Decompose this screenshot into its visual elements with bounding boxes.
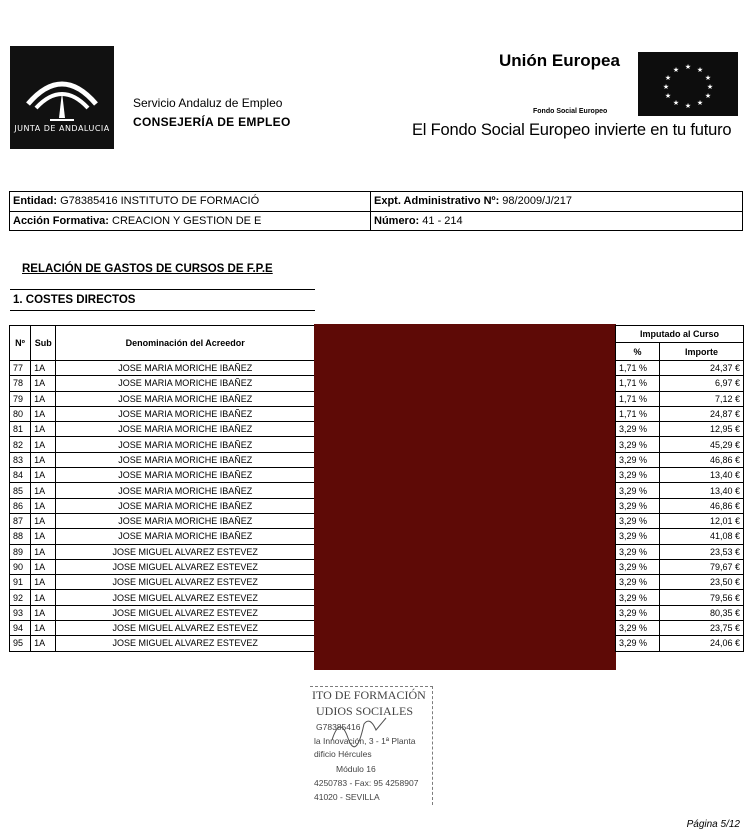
table-row [616, 406, 744, 421]
row-number: 91 [10, 575, 31, 590]
row-sub: 1A [31, 559, 56, 574]
row-importe: 6,97 € [660, 376, 744, 391]
table-row [616, 483, 744, 498]
row-number: 83 [10, 452, 31, 467]
entidad-row [10, 192, 370, 211]
entity-stamp [312, 688, 434, 810]
row-importe: 23,75 € [660, 621, 744, 636]
row-sub: 1A [31, 605, 56, 620]
row-pct: 3,29 % [616, 605, 660, 620]
row-pct: 3,29 % [616, 590, 660, 605]
row-pct: 3,29 % [616, 636, 660, 651]
fondo-social-europeo-small: Fondo Social Europeo [533, 108, 608, 115]
svg-text:★: ★ [684, 63, 692, 71]
row-pct: 3,29 % [616, 575, 660, 590]
row-pct: 3,29 % [616, 544, 660, 559]
row-importe: 13,40 € [660, 483, 744, 498]
row-pct: 3,29 % [616, 498, 660, 513]
row-number: 77 [10, 361, 31, 376]
row-number: 93 [10, 605, 31, 620]
table-row [10, 590, 315, 605]
accion-value: CREACION Y GESTION DE E [112, 215, 262, 227]
table-row [616, 361, 744, 376]
consejeria-text: CONSEJERÍA DE EMPLEO [133, 115, 291, 129]
junta-andalucia-logo [10, 46, 114, 149]
row-pct: 1,71 % [616, 361, 660, 376]
table-row [10, 575, 315, 590]
row-number: 86 [10, 498, 31, 513]
row-sub: 1A [31, 391, 56, 406]
row-pct: 3,29 % [616, 468, 660, 483]
stamp-line-4: la Innovación, 3 - 1ª Planta [314, 736, 416, 746]
row-importe: 12,01 € [660, 513, 744, 528]
row-sub: 1A [31, 422, 56, 437]
row-acreedor: JOSE MARIA MORICHE IBAÑEZ [56, 498, 315, 513]
row-importe: 46,86 € [660, 452, 744, 467]
col-importe-header: Importe [660, 343, 744, 361]
row-number: 80 [10, 406, 31, 421]
table-row [616, 529, 744, 544]
row-pct: 3,29 % [616, 452, 660, 467]
section-title: 1. COSTES DIRECTOS [10, 289, 315, 311]
row-sub: 1A [31, 406, 56, 421]
row-acreedor: JOSE MARIA MORICHE IBAÑEZ [56, 422, 315, 437]
row-acreedor: JOSE MIGUEL ALVAREZ ESTEVEZ [56, 559, 315, 574]
row-pct: 3,29 % [616, 422, 660, 437]
table-row [616, 468, 744, 483]
svg-text:★: ★ [684, 102, 692, 110]
table-row [10, 559, 315, 574]
entidad-value: G78385416 INSTITUTO DE FORMACIÓ [60, 195, 260, 207]
col-imputado-header: Imputado al Curso [616, 326, 744, 343]
row-importe: 45,29 € [660, 437, 744, 452]
table-row [10, 422, 315, 437]
row-number: 78 [10, 376, 31, 391]
svg-text:★: ★ [696, 99, 704, 107]
table-row [616, 621, 744, 636]
row-number: 84 [10, 468, 31, 483]
table-row [616, 544, 744, 559]
accion-row [10, 211, 370, 231]
row-acreedor: JOSE MIGUEL ALVAREZ ESTEVEZ [56, 575, 315, 590]
row-importe: 24,87 € [660, 406, 744, 421]
row-pct: 3,29 % [616, 513, 660, 528]
expt-row [371, 192, 742, 211]
acreedores-table [9, 325, 315, 652]
row-number: 87 [10, 513, 31, 528]
row-sub: 1A [31, 361, 56, 376]
table-row [10, 621, 315, 636]
row-number: 79 [10, 391, 31, 406]
col-pct-header: % [616, 343, 660, 361]
table-row [616, 498, 744, 513]
table-row [10, 361, 315, 376]
table-row [10, 452, 315, 467]
row-pct: 1,71 % [616, 391, 660, 406]
stamp-line-1: ITO DE FORMACIÓN [312, 688, 426, 702]
row-acreedor: JOSE MARIA MORICHE IBAÑEZ [56, 513, 315, 528]
row-acreedor: JOSE MARIA MORICHE IBAÑEZ [56, 391, 315, 406]
row-importe: 7,12 € [660, 391, 744, 406]
expt-label: Expt. Administrativo Nº: [374, 195, 500, 207]
row-number: 90 [10, 559, 31, 574]
row-sub: 1A [31, 498, 56, 513]
table-row [616, 437, 744, 452]
signature-scribble [330, 710, 390, 750]
row-sub: 1A [31, 529, 56, 544]
union-europea-title: Unión Europea [499, 51, 620, 70]
row-sub: 1A [31, 376, 56, 391]
row-acreedor: JOSE MARIA MORICHE IBAÑEZ [56, 452, 315, 467]
row-number: 92 [10, 590, 31, 605]
row-acreedor: JOSE MARIA MORICHE IBAÑEZ [56, 406, 315, 421]
imputado-table [615, 325, 744, 652]
table-row [10, 406, 315, 421]
table-row [616, 452, 744, 467]
row-sub: 1A [31, 621, 56, 636]
table-row [616, 636, 744, 651]
row-pct: 3,29 % [616, 559, 660, 574]
row-sub: 1A [31, 590, 56, 605]
row-importe: 12,95 € [660, 422, 744, 437]
table-row [10, 376, 315, 391]
row-acreedor: JOSE MARIA MORICHE IBAÑEZ [56, 361, 315, 376]
row-importe: 41,08 € [660, 529, 744, 544]
table-row [616, 513, 744, 528]
stamp-line-2: UDIOS SOCIALES [316, 704, 414, 718]
table-row [616, 575, 744, 590]
row-importe: 79,67 € [660, 559, 744, 574]
row-sub: 1A [31, 636, 56, 651]
fse-slogan: El Fondo Social Europeo invierte en tu futuro [412, 121, 732, 139]
eu-flag-icon [638, 52, 738, 116]
row-number: 82 [10, 437, 31, 452]
row-importe: 24,37 € [660, 361, 744, 376]
row-pct: 3,29 % [616, 437, 660, 452]
row-acreedor: JOSE MIGUEL ALVAREZ ESTEVEZ [56, 636, 315, 651]
row-pct: 1,71 % [616, 376, 660, 391]
row-acreedor: JOSE MIGUEL ALVAREZ ESTEVEZ [56, 621, 315, 636]
row-number: 94 [10, 621, 31, 636]
row-acreedor: JOSE MARIA MORICHE IBAÑEZ [56, 468, 315, 483]
row-sub: 1A [31, 468, 56, 483]
row-number: 81 [10, 422, 31, 437]
svg-text:★: ★ [704, 92, 712, 100]
row-acreedor: JOSE MARIA MORICHE IBAÑEZ [56, 529, 315, 544]
row-sub: 1A [31, 513, 56, 528]
table-row [616, 590, 744, 605]
svg-text:★: ★ [662, 83, 670, 91]
row-acreedor: JOSE MIGUEL ALVAREZ ESTEVEZ [56, 544, 315, 559]
svg-text:★: ★ [672, 99, 680, 107]
col-acreedor-header: Denominación del Acreedor [56, 326, 315, 361]
row-importe: 13,40 € [660, 468, 744, 483]
row-sub: 1A [31, 544, 56, 559]
row-sub: 1A [31, 483, 56, 498]
servicio-andaluz-text: Servicio Andaluz de Empleo [133, 96, 283, 110]
table-row [10, 483, 315, 498]
page-number: Página 5/12 [686, 819, 740, 830]
row-acreedor: JOSE MARIA MORICHE IBAÑEZ [56, 376, 315, 391]
row-acreedor: JOSE MARIA MORICHE IBAÑEZ [56, 437, 315, 452]
row-importe: 46,86 € [660, 498, 744, 513]
row-pct: 1,71 % [616, 406, 660, 421]
expediente-box [370, 191, 743, 231]
numero-label: Número: [374, 215, 420, 227]
row-acreedor: JOSE MIGUEL ALVAREZ ESTEVEZ [56, 590, 315, 605]
table-row [10, 391, 315, 406]
svg-text:★: ★ [696, 66, 704, 74]
row-number: 85 [10, 483, 31, 498]
col-n-header: Nº [10, 326, 31, 361]
row-pct: 3,29 % [616, 529, 660, 544]
table-row [616, 391, 744, 406]
table-row [10, 605, 315, 620]
table-row [10, 437, 315, 452]
svg-text:★: ★ [706, 83, 714, 91]
table-row [10, 498, 315, 513]
table-row [10, 544, 315, 559]
row-acreedor: JOSE MARIA MORICHE IBAÑEZ [56, 483, 315, 498]
row-importe: 23,53 € [660, 544, 744, 559]
table-row [10, 513, 315, 528]
table-row [616, 605, 744, 620]
stamp-line-7: 4250783 - Fax: 95 4258907 [314, 778, 419, 788]
row-importe: 24,06 € [660, 636, 744, 651]
accion-label: Acción Formativa: [13, 215, 109, 227]
svg-text:★: ★ [664, 92, 672, 100]
table-row [10, 529, 315, 544]
entidad-label: Entidad: [13, 195, 57, 207]
row-sub: 1A [31, 437, 56, 452]
junta-logo-text: JUNTA DE ANDALUCIA [14, 124, 110, 133]
entidad-accion-box [9, 191, 371, 231]
row-pct: 3,29 % [616, 621, 660, 636]
row-sub: 1A [31, 575, 56, 590]
row-sub: 1A [31, 452, 56, 467]
table-row [616, 422, 744, 437]
row-importe: 80,35 € [660, 605, 744, 620]
row-pct: 3,29 % [616, 483, 660, 498]
table-row [616, 559, 744, 574]
svg-text:★: ★ [664, 74, 672, 82]
row-number: 88 [10, 529, 31, 544]
table-row [10, 468, 315, 483]
stamp-line-8: 41020 - SEVILLA [314, 792, 380, 802]
row-number: 95 [10, 636, 31, 651]
stamp-line-5: dificio Hércules [314, 749, 372, 759]
numero-value: 41 - 214 [422, 215, 463, 227]
svg-text:★: ★ [672, 66, 680, 74]
table-row [10, 636, 315, 651]
junta-emblem-icon [10, 46, 114, 149]
stamp-line-6: Módulo 16 [336, 764, 376, 774]
table-row [616, 376, 744, 391]
row-acreedor: JOSE MIGUEL ALVAREZ ESTEVEZ [56, 605, 315, 620]
numero-row [371, 211, 742, 231]
redacted-area [314, 324, 616, 670]
stamp-line-3: G78385416 [316, 722, 361, 732]
svg-text:★: ★ [704, 74, 712, 82]
row-importe: 79,56 € [660, 590, 744, 605]
col-sub-header: Sub [31, 326, 56, 361]
expt-value: 98/2009/J/217 [502, 195, 573, 207]
row-number: 89 [10, 544, 31, 559]
row-importe: 23,50 € [660, 575, 744, 590]
relacion-title: RELACIÓN DE GASTOS DE CURSOS DE F.P.E [22, 263, 273, 275]
